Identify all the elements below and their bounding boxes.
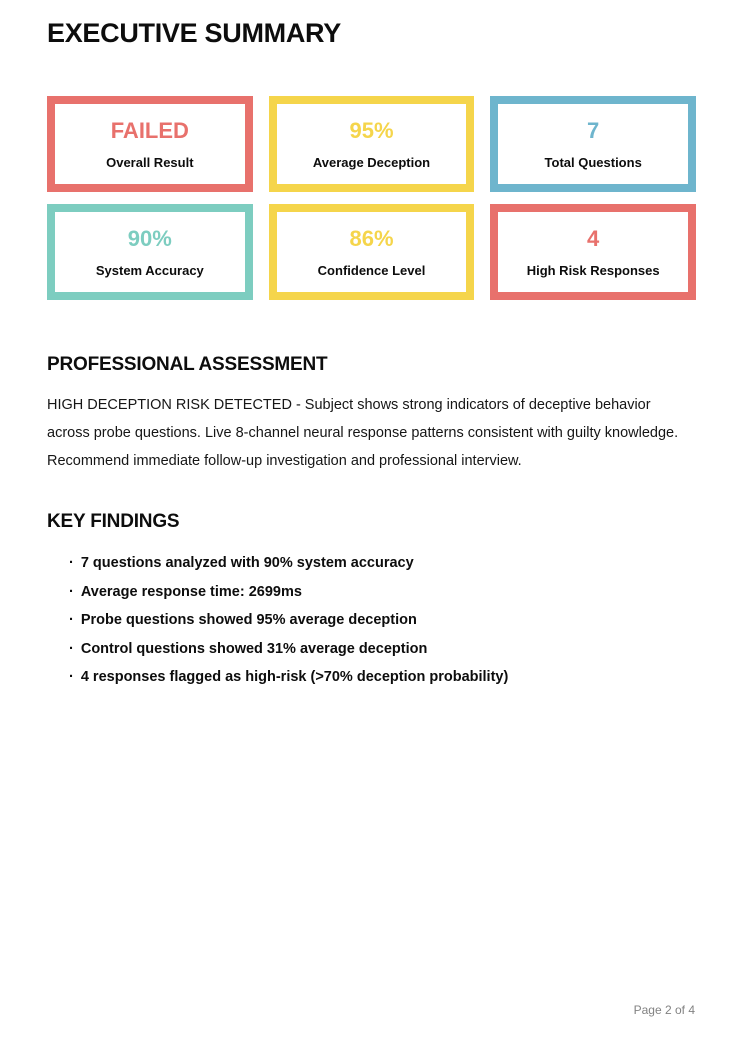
finding-item — [69, 670, 696, 685]
finding-item — [69, 556, 696, 571]
metric-card-confidence-level — [269, 204, 475, 300]
page-number: Page 2 of 4 — [633, 1003, 695, 1017]
metric-value: 7 — [587, 117, 600, 143]
metric-value: FAILED — [110, 117, 189, 143]
metric-label: Average Deception — [312, 154, 431, 170]
findings-heading: KEY FINDINGS — [47, 511, 180, 532]
finding-text: Average response time: 2699ms — [80, 583, 302, 600]
finding-item — [69, 613, 696, 628]
bullet-dot: · — [69, 612, 74, 628]
page-title: EXECUTIVE SUMMARY — [47, 18, 341, 48]
metric-label: High Risk Responses — [526, 262, 660, 278]
metric-card-total-questions — [490, 96, 696, 192]
finding-item — [69, 642, 696, 657]
metric-cards-grid — [47, 96, 696, 300]
metric-label: System Accuracy — [95, 262, 204, 278]
metric-label: Confidence Level — [317, 262, 426, 278]
metric-card-overall-result — [47, 96, 253, 192]
metric-value: 95% — [349, 117, 394, 143]
assessment-heading: PROFESSIONAL ASSESSMENT — [47, 354, 328, 375]
findings-list — [47, 556, 696, 685]
bullet-dot: · — [69, 640, 74, 657]
bullet-dot: · — [69, 669, 74, 685]
finding-text: 7 questions analyzed with 90% system accuracy — [80, 555, 414, 571]
metric-card-system-accuracy — [47, 204, 253, 300]
finding-text: 4 responses flagged as high-risk (>70% deception probability) — [80, 669, 509, 685]
metric-value: 86% — [349, 225, 394, 251]
assessment-body-text: HIGH DECEPTION RISK DETECTED - Subject shows strong indicators of deceptive behavior across probe questions. Live 8-channel neural response patterns consistent with guilty knowledge. Recommend immediate follow-up investigation and professional interview. — [47, 397, 679, 469]
finding-text: Probe questions showed 95% average deception — [80, 612, 417, 628]
finding-text: Control questions showed 31% average deception — [80, 640, 428, 657]
bullet-dot: · — [69, 555, 74, 571]
metric-card-high-risk-responses — [490, 204, 696, 300]
finding-item — [69, 585, 696, 600]
metric-label: Overall Result — [106, 154, 194, 170]
metric-label: Total Questions — [544, 154, 642, 170]
metric-value: 90% — [127, 225, 172, 251]
metric-card-average-deception — [269, 96, 475, 192]
bullet-dot: · — [69, 583, 74, 600]
metric-value: 4 — [587, 225, 600, 251]
